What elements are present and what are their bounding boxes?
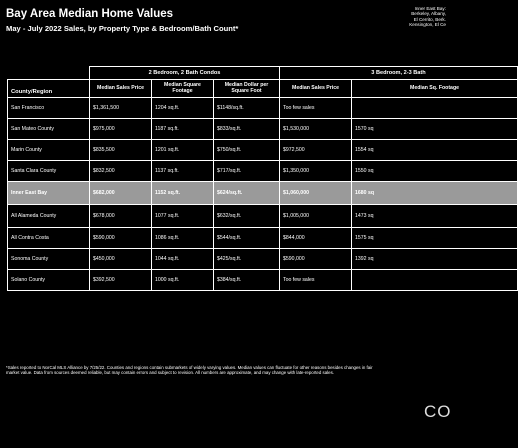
sqft2-cell: 1550 sq (352, 161, 518, 182)
county-cell: Inner East Bay (8, 182, 90, 205)
ppsf-cell: $425/sq.ft. (214, 249, 280, 270)
ppsf-cell: $624/sq.ft. (214, 182, 280, 205)
price2-cell: $844,000 (280, 228, 352, 249)
column-header-row (8, 80, 518, 98)
price-cell: $392,500 (90, 270, 152, 291)
table-row (8, 140, 518, 161)
sqft-cell: 1204 sq.ft. (152, 98, 214, 119)
price2-cell: $1,060,000 (280, 182, 352, 205)
sqft2-cell: 1473 sq (352, 205, 518, 228)
ppsf-cell: $717/sq.ft. (214, 161, 280, 182)
median-square-footage-header: Median Square Footage (152, 80, 214, 98)
median-dollar-per-sqft-header: Median Dollar per Square Foot (214, 80, 280, 98)
price2-cell: $972,500 (280, 140, 352, 161)
price2-cell: $1,350,000 (280, 161, 352, 182)
ppsf-cell: $544/sq.ft. (214, 228, 280, 249)
price-cell: $590,000 (90, 228, 152, 249)
price-cell: $1,361,500 (90, 98, 152, 119)
sqft2-cell: 1392 sq (352, 249, 518, 270)
ppsf-cell: $833/sq.ft. (214, 119, 280, 140)
median-sales-price-header: Median Sales Price (90, 80, 152, 98)
table-row (8, 270, 518, 291)
table-row (8, 228, 518, 249)
table-row (8, 249, 518, 270)
sqft-cell: 1000 sq.ft. (152, 270, 214, 291)
sqft-cell: 1077 sq.ft. (152, 205, 214, 228)
note-line: Kensington, El Ce (409, 22, 446, 28)
note-line: Inner East Bay: (414, 6, 446, 11)
county-cell: Solano County (8, 270, 90, 291)
sqft2-cell: 1575 sq (352, 228, 518, 249)
ppsf-cell: $1148/sq.ft. (214, 98, 280, 119)
group-header-row (8, 67, 518, 80)
sqft-cell: 1152 sq.ft. (152, 182, 214, 205)
sqft-cell: 1137 sq.ft. (152, 161, 214, 182)
group-3bed-2-3bath: 3 Bedroom, 2-3 Bath (280, 67, 518, 80)
price2-cell: $1,530,000 (280, 119, 352, 140)
inner-east-bay-note (409, 6, 446, 28)
table-row (8, 98, 518, 119)
price2-cell: Too few sales (280, 270, 352, 291)
ppsf-cell: $750/sq.ft. (214, 140, 280, 161)
ppsf-cell: $632/sq.ft. (214, 205, 280, 228)
county-cell: San Francisco (8, 98, 90, 119)
sqft2-cell (352, 98, 518, 119)
sqft-cell: 1187 sq.ft. (152, 119, 214, 140)
table-row (8, 205, 518, 228)
table-row-highlighted (8, 182, 518, 205)
group-spacer (8, 67, 90, 80)
sqft-cell: 1086 sq.ft. (152, 228, 214, 249)
county-cell: All Alameda County (8, 205, 90, 228)
price-cell: $975,000 (90, 119, 152, 140)
home-values-table (7, 66, 518, 291)
sqft-cell: 1201 sq.ft. (152, 140, 214, 161)
sqft2-cell: 1554 sq (352, 140, 518, 161)
price-cell: $835,500 (90, 140, 152, 161)
county-cell: Marin County (8, 140, 90, 161)
ppsf-cell: $384/sq.ft. (214, 270, 280, 291)
footnote: *Sales reported to NorCal MLS Alliance by 7/25/22. Counties and regions contain submarkets of widely varying values. Median values can fluctuate for other reasons besides changes in fair market value. Data from sources deemed reliable, but may contain errors and subject to revision. All numbers are approximate, and may change with late-reported sales. (6, 365, 373, 376)
county-cell: Santa Clara County (8, 161, 90, 182)
price-cell: $678,000 (90, 205, 152, 228)
county-cell: All Contra Costa (8, 228, 90, 249)
median-sales-price-header-2: Median Sales Price (280, 80, 352, 98)
page-subtitle: May - July 2022 Sales, by Property Type & Bedroom/Bath Count* (6, 24, 239, 33)
note-line: Berkeley, Albany, (411, 11, 446, 17)
company-logo: CO (424, 402, 452, 421)
price-cell: $450,000 (90, 249, 152, 270)
home-values-table-wrapper (7, 66, 459, 344)
page-title: Bay Area Median Home Values (6, 8, 174, 20)
table-row (8, 161, 518, 182)
sqft-cell: 1044 sq.ft. (152, 249, 214, 270)
county-cell: San Mateo County (8, 119, 90, 140)
group-2bed-2bath-condos: 2 Bedroom, 2 Bath Condos (90, 67, 280, 80)
note-line: El Cerrito, Berk. (413, 16, 446, 22)
price-cell: $832,500 (90, 161, 152, 182)
price2-cell: $1,005,000 (280, 205, 352, 228)
county-cell: Sonoma County (8, 249, 90, 270)
sqft2-cell: 1680 sq (352, 182, 518, 205)
county-header: County/Region (8, 80, 90, 98)
price-cell: $682,000 (90, 182, 152, 205)
sqft2-cell: 1570 sq (352, 119, 518, 140)
median-square-footage-header-2: Median Sq. Footage (352, 80, 518, 98)
table-row (8, 119, 518, 140)
price2-cell: $590,000 (280, 249, 352, 270)
sqft2-cell (352, 270, 518, 291)
price2-cell: Too few sales (280, 98, 352, 119)
